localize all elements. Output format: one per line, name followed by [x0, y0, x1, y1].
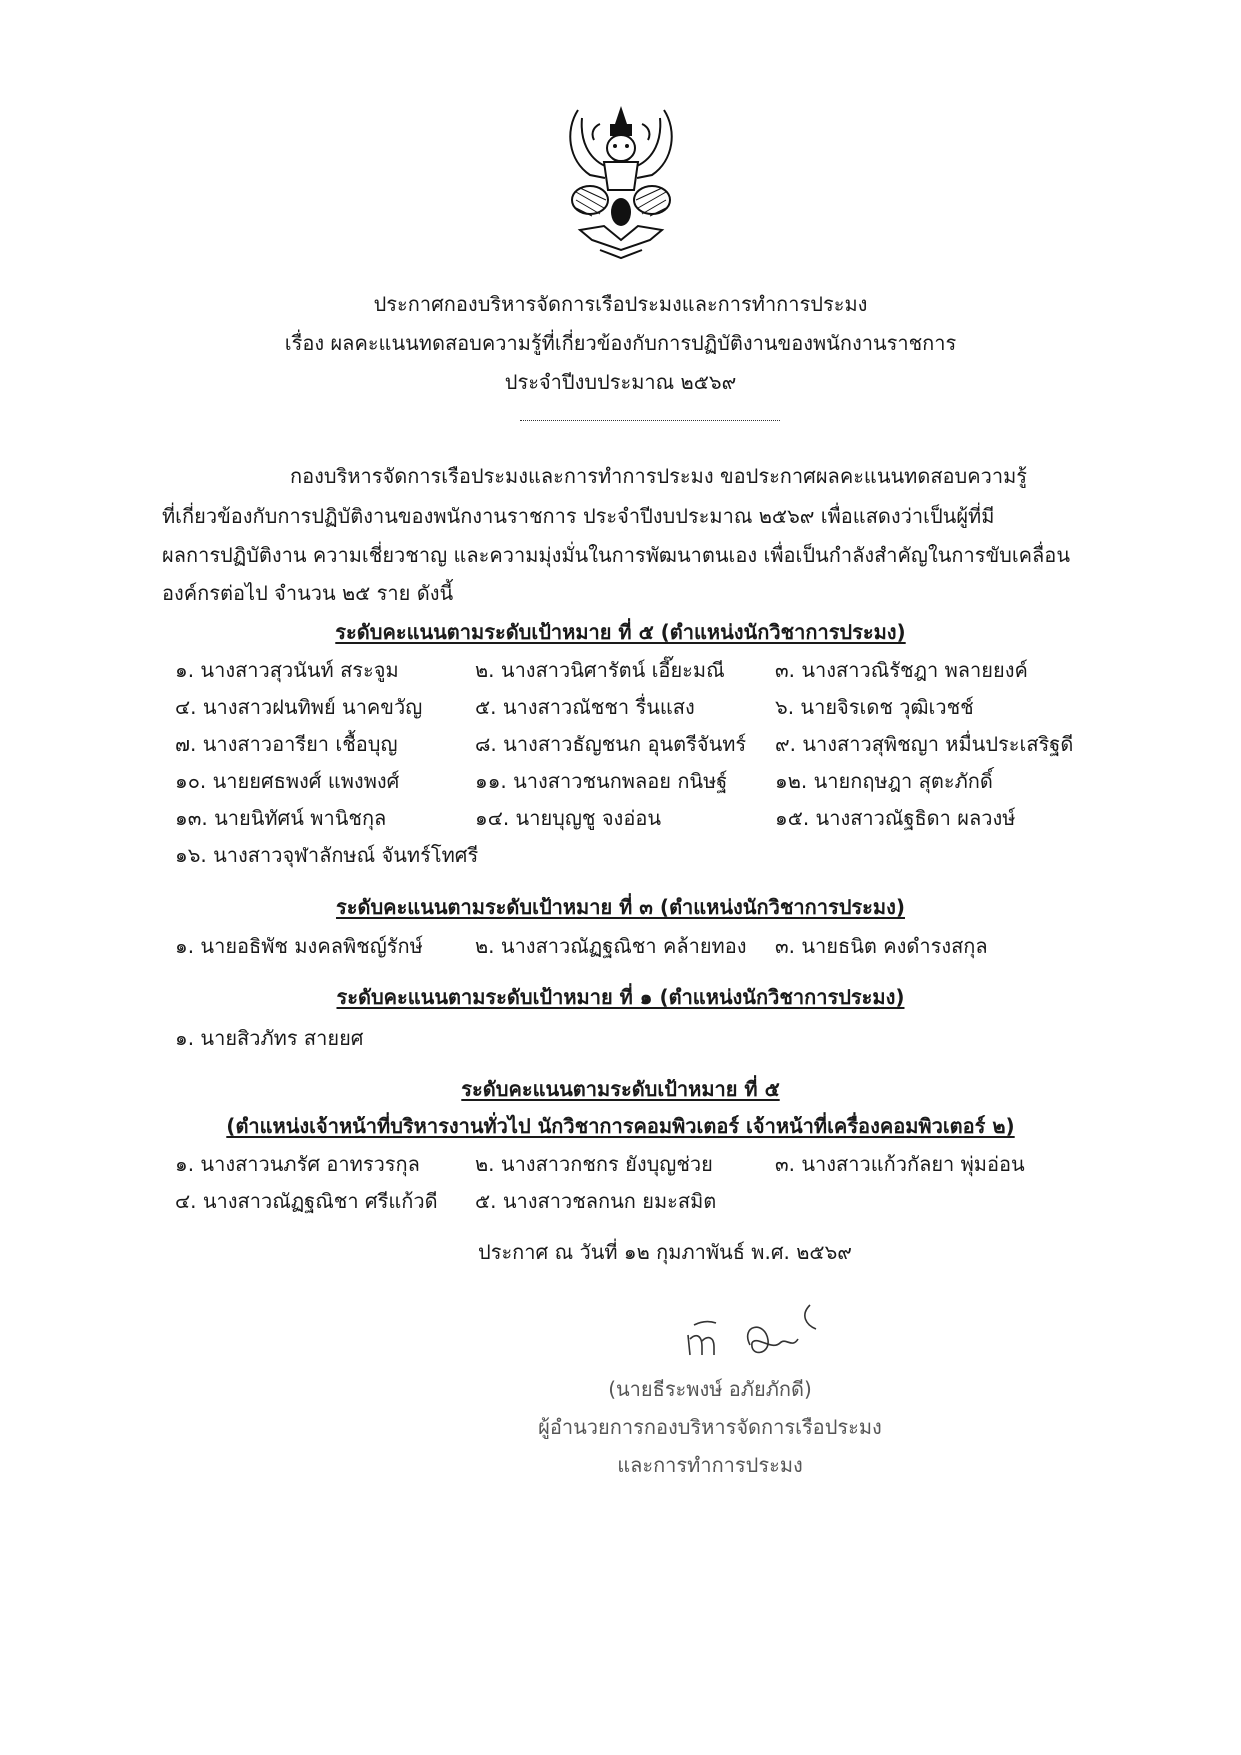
list-item: ๑๒. นายกฤษฎา สุตะภักดิ์ [775, 769, 993, 793]
dotted-divider [520, 420, 780, 421]
list-item: ๑๓. นายนิทัศน์ พานิชกุล [175, 806, 387, 830]
list-item: ๓. นางสาวณิรัชฎา พลายยงค์ [775, 658, 1028, 682]
list-item: ๕. นางสาวชลกนก ยมะสมิต [475, 1189, 717, 1213]
signature-icon [680, 1295, 880, 1365]
announcement-date: ประกาศ ณ วันที่ ๑๒ กุมภาพันธ์ พ.ศ. ๒๕๖๙ [478, 1240, 852, 1264]
announcement-title: ประกาศกองบริหารจัดการเรือประมงและการทำการประมง [373, 292, 868, 316]
list-item: ๑. นายอธิพัช มงคลพิชญ์รักษ์ [175, 934, 423, 958]
intro-line-1: กองบริหารจัดการเรือประมงและการทำการประมง ขอประกาศผลคะแนนทดสอบความรู้ [290, 464, 1028, 488]
announcement-subject: เรื่อง ผลคะแนนทดสอบความรู้ที่เกี่ยวข้องกับการปฏิบัติงานของพนักงานราชการ [284, 331, 957, 355]
list-item: ๑๕. นางสาวณัฐธิดา ผลวงษ์ [775, 806, 1016, 830]
list-item: ๑๑. นางสาวชนกพลอย กนิษฐ์ [475, 769, 728, 793]
list-item: ๑๔. นายบุญชู จงอ่อน [475, 806, 662, 830]
list-item: ๑. นางสาวนภรัศ อาทรวรกุล [175, 1152, 420, 1176]
intro-line-3: ผลการปฏิบัติงาน ความเชี่ยวชาญ และความมุ่งมั่นในการพัฒนาตนเอง เพื่อเป็นกำลังสำคัญในการขับเคลื่อน [162, 543, 1070, 567]
list-item: ๔. นางสาวณัฏฐณิชา ศรีแก้วดี [175, 1189, 438, 1213]
signatory-title-line-2: และการทำการประมง [617, 1453, 803, 1477]
list-item: ๖. นายจิรเดช วุฒิเวชช์ [775, 695, 974, 719]
list-item: ๓. นางสาวแก้วกัลยา พุ่มอ่อน [775, 1152, 1025, 1176]
list-item: ๑๐. นายยศธพงศ์ แพงพงศ์ [175, 769, 400, 793]
section-heading-level5-general: ระดับคะแนนตามระดับเป้าหมาย ที่ ๕ [461, 1077, 780, 1101]
list-item: ๑๖. นางสาวจุฬาลักษณ์ จันทร์โทศรี [175, 843, 479, 867]
intro-line-4: องค์กรต่อไป จำนวน ๒๕ ราย ดังนี้ [162, 581, 454, 605]
signatory-title-line-1: ผู้อำนวยการกองบริหารจัดการเรือประมง [538, 1415, 882, 1439]
intro-line-2: ที่เกี่ยวข้องกับการปฏิบัติงานของพนักงานราชการ ประจำปีงบประมาณ ๒๕๖๙ เพื่อแสดงว่าเป็นผู้ที่มี [162, 504, 995, 528]
list-item: ๒. นางสาวนิศารัตน์ เอี๊ยะมณี [475, 658, 725, 682]
fiscal-year-line: ประจำปีงบประมาณ ๒๕๖๙ [504, 370, 737, 394]
list-item: ๒. นางสาวกชกร ยังบุญช่วย [475, 1152, 713, 1176]
list-item: ๔. นางสาวฝนทิพย์ นาคขวัญ [175, 695, 423, 719]
garuda-emblem-icon [560, 100, 682, 262]
list-item: ๒. นางสาวณัฏฐณิชา คล้ายทอง [475, 934, 747, 958]
section-subheading-positions: (ตำแหน่งเจ้าหน้าที่บริหารงานทั่วไป นักวิชาการคอมพิวเตอร์ เจ้าหน้าที่เครื่องคอมพิวเตอร์ ๒) [226, 1114, 1015, 1138]
signatory-name: (นายธีระพงษ์ อภัยภักดี) [608, 1377, 812, 1401]
section-heading-level5-fisheries: ระดับคะแนนตามระดับเป้าหมาย ที่ ๕ (ตำแหน่งนักวิชาการประมง) [335, 620, 906, 644]
list-item: ๕. นางสาวณัชชา รื่นแสง [475, 695, 695, 719]
list-item: ๗. นางสาวอารียา เชื้อบุญ [175, 732, 398, 756]
list-item: ๘. นางสาวธัญชนก อุนตรีจันทร์ [475, 732, 747, 756]
list-item: ๑. นางสาวสุวนันท์ สระจูม [175, 658, 399, 682]
section-heading-level3-fisheries: ระดับคะแนนตามระดับเป้าหมาย ที่ ๓ (ตำแหน่งนักวิชาการประมง) [336, 895, 905, 919]
list-item: ๑. นายสิวภัทร สายยศ [175, 1026, 364, 1050]
list-item: ๓. นายธนิต คงดำรงสกุล [775, 934, 988, 958]
list-item: ๙. นางสาวสุพิชญา หมื่นประเสริฐดี [775, 732, 1074, 756]
section-heading-level1-fisheries: ระดับคะแนนตามระดับเป้าหมาย ที่ ๑ (ตำแหน่งนักวิชาการประมง) [336, 985, 905, 1009]
